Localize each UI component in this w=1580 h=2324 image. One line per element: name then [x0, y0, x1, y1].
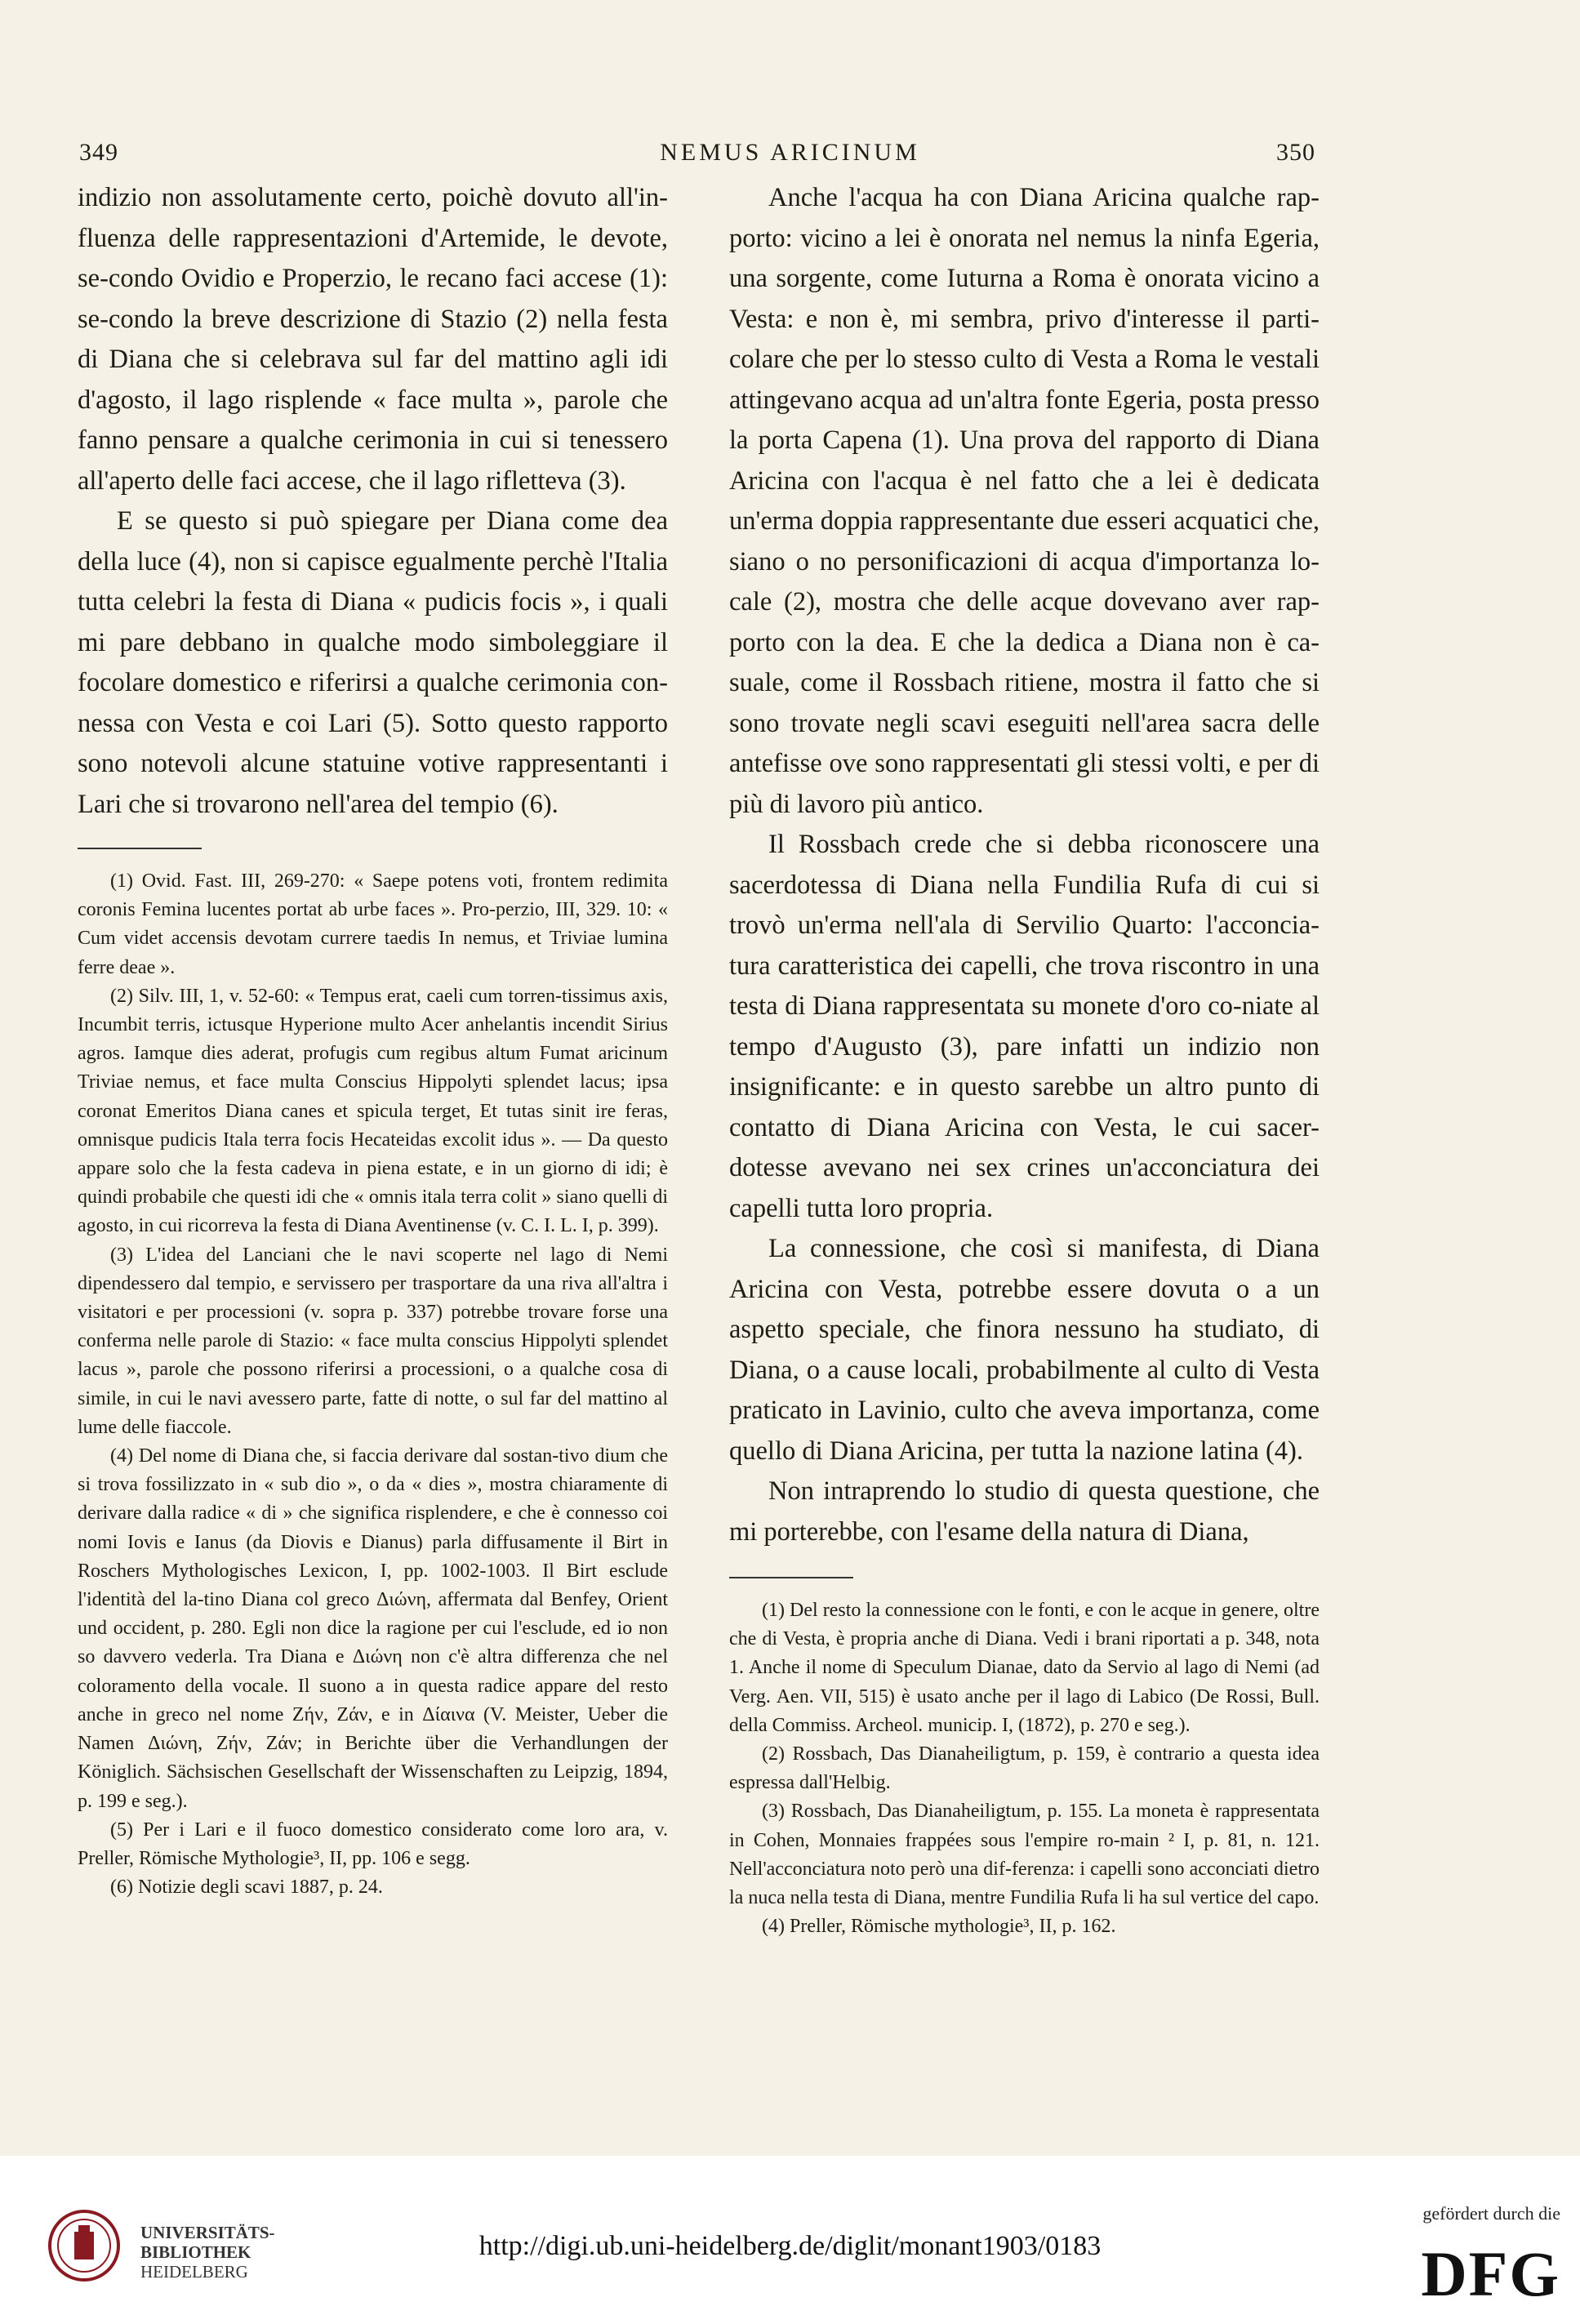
left-paragraph-2: E se questo si può spiegare per Diana come dea della luce (4), non si capisce egualmente perchè l'Italia tutta celebri la festa di Diana « pudicis focis », i quali mi pare debbano in qualche modo simboleggiare il focolare domestico e riferirsi a qualche cerimonia con-nessa con Vesta e coi Lari (5). Sotto questo rapporto sono notevoli alcune statuine votive rappresentanti i Lari che si trovarono nell'area del tempio (6). [78, 506, 668, 819]
left-body-text [78, 178, 668, 825]
right-paragraph-3: La connessione, che così si manifesta, di Diana Aricina con Vesta, potrebbe essere dovuta o a un aspetto speciale, che finora nessuno ha studiato, di Diana, o a cause locali, probabilmente al culto di Vesta praticato in Lavinio, culto che aveva importanza, come quello di Diana Aricina, per tutta la nazione latina (4). [729, 1234, 1320, 1466]
dfg-logo: DFG [1421, 2238, 1560, 2309]
right-paragraph-1: Anche l'acqua ha con Diana Aricina qualche rap-porto: vicino a lei è onorata nel nemus la ninfa Egeria, una sorgente, come Iuturna a Roma è onorata vicino a Vesta: e non è, mi sembra, privo d'interesse il parti-colare che per lo stesso culto di Vesta a Roma le vestali attingevano acqua ad un'altra fonte Egeria, posta presso la porta Capena (1). Una prova del rapporto di Diana Aricina con l'acqua è nel fatto che a lei è dedicata un'erma doppia rappresentante due esseri acquatici che, siano o no personificazioni di acqua d'importanza lo-cale (2), mostra che delle acque dovevano aver rap-porto con la dea. E che la dedica a Diana non è ca-suale, come il Rossbach ritiene, mostra il fatto che si sono trovate negli scavi eseguiti nell'area sacra delle antefisse ove sono rappresentati gli stessi volti, e per di più di lavoro più antico. [729, 183, 1320, 819]
left-page-number: 349 [79, 139, 118, 166]
left-footnote-1: (1) Ovid. Fast. III, 269-270: « Saepe potens voti, frontem redimita coronis Femina lucentes portat ab urbe faces ». Pro-perzio, III, 329. 10: « Cum videt accensis devotam currere taedis In nemus, et Triviae lumina ferre deae ». [78, 870, 668, 978]
running-title: NEMUS ARICINUM [660, 139, 920, 166]
right-footnote-2: (2) Rossbach, Das Dianaheiligtum, p. 159, è contrario a questa idea espressa dall'Helbig. [729, 1743, 1320, 1794]
left-footnotes [78, 867, 668, 1902]
left-footnote-5: (5) Per i Lari e il fuoco domestico considerato come loro ara, v. Preller, Römische Mythologie³, II, pp. 106 e segg. [78, 1819, 668, 1869]
right-footnote-3: (3) Rossbach, Das Dianaheiligtum, p. 155. La moneta è rappresentata in Cohen, Monnaies frappées sous l'empire ro-main ² I, p. 81, n. 121. Nell'acconciatura noto però una dif-ferenza: i capelli sono acconciati dietro la nuca nella testa di Diana, mentre Fundilia Rufa li ha sul vertice del capo. [729, 1801, 1320, 1909]
permalink-url[interactable]: http://digi.ub.uni-heidelberg.de/diglit/monant1903/0183 [478, 2231, 1102, 2261]
left-footnote-3: (3) L'idea del Lanciani che le navi scoperte nel lago di Nemi dipendessero dal tempio, e servissero per trasportare da una riva all'altra i visitatori e per processioni (v. sopra p. 337) potrebbe trovare forse una conferma nelle parole di Stazio: « face multa conscius Hippolyti splendet lacus », parole che possono riferirsi a processioni, o a qualche cosa di simile, in cui le navi avessero parte, fatte di notte, o sul far del mattino al lume delle fiaccole. [78, 1244, 668, 1438]
right-page-number: 350 [1276, 139, 1315, 166]
right-paragraph-4: Non intraprendo lo studio di questa questione, che mi porterebbe, con l'esame della natura di Diana, [729, 1476, 1320, 1547]
footnote-separator-left [78, 848, 202, 849]
right-column [729, 178, 1320, 1941]
right-footnote-1: (1) Del resto la connessione con le fonti, e con le acque in genere, oltre che di Vesta, è propria anche di Diana. Vedi i brani riportati a p. 348, nota 1. Anche il nome di Speculum Dianae, dato da Servio al lago di Nemi (ad Verg. Aen. VII, 515) è usato anche per il lago di Labico (De Rossi, Bull. della Commiss. Archeol. municip. I, (1872), p. 270 e seg.). [729, 1600, 1320, 1736]
right-footnotes [729, 1596, 1320, 1941]
left-column [78, 178, 668, 1902]
left-footnote-6: (6) Notizie degli scavi 1887, p. 24. [110, 1877, 383, 1899]
left-footnote-4: (4) Del nome di Diana che, si faccia derivare dal sostan-tivo dium che si trova fossilizzato in « sub dio », o da « dies », mostra chiaramente di derivare dalla radice « di » che significa risplendere, e che è connesso coi nomi Iovis e Ianus (da Diovis e Dianus) parla diffusamente il Birt in Roschers Mythologisches Lexicon, I, pp. 1002-1003. Il Birt esclude l'identità del la-tino Diana col greco Διώνη, affermata dal Benfey, Orient und occident, p. 280. Egli non dice la ragione per cui l'esclude, ed io non so davvero vederla. Tra Diana e Διώνη non c'è altra differenza che nel coloramento della vocale. Il suono a in questa radice appare del resto anche in greco nel nome Ζήν, Ζάν, e in Δίαινα (V. Meister, Ueber die Namen Διώνη, Ζήν, Ζάν; in Berichte über die Verhandlungen der Königlich. Sächsischen Gesellschaft der Wissenschaften zu Leipzig, 1894, p. 199 e seg.). [78, 1445, 668, 1812]
left-footnote-2: (2) Silv. III, 1, v. 52-60: « Tempus erat, caeli cum torren-tissimus axis, Incumbit terris, ictusque Hyperione multo Acer anhelantis incendit Sirius agros. Iamque dies aderat, profugis cum regibus altum Fumat aricinum Triviae nemus, et face multa Conscius Hippolyti splendet lacus; ipsa coronat Emeritos Diana canes et spicula terget, Et tutas sinit ire feras, omnisque pudicis Itala terra focis Hecateidas excolit idus ». — Da questo appare solo che la festa cadeva in piena estate, e in un giorno di idi; è quindi probabile che questi idi che « omnis itala terra colit » siano quelli di agosto, in cui ricorreva la festa di Diana Aventinense (v. C. I. L. I, p. 399). [78, 985, 668, 1237]
footnote-separator-right [729, 1577, 853, 1578]
left-paragraph-1: indizio non assolutamente certo, poichè dovuto all'in-fluenza delle rappresentazioni d'Artemide, le devote, se-condo Ovidio e Properzio, le recano faci accese (1): se-condo la breve descrizione di Stazio (2) nella festa di Diana che si celebrava sul far del mattino agli idi d'agosto, il lago risplende « face multa », parole che fanno pensare a qualche cerimonia in cui si tenessero all'aperto delle faci accese, che il lago rifletteva (3). [78, 183, 668, 496]
library-line-3: HEIDELBERG [140, 2262, 248, 2282]
right-paragraph-2: Il Rossbach crede che si debba riconoscere una sacerdotessa di Diana nella Fundilia Rufa di cui si trovò un'erma nell'ala di Servilio Quarto: l'acconcia-tura caratteristica dei capelli, che trova riscontro in una testa di Diana rappresentata su monete d'oro co-niate al tempo d'Augusto (3), pare infatti un indizio non insignificante: e in questo sarebbe un altro punto di contatto di Diana Aricina con Vesta, le cui sacer-dotesse avevano nei sex crines un'acconciatura dei capelli tutta loro propria. [729, 830, 1320, 1223]
library-line-2: BIBLIOTHEK [140, 2242, 251, 2262]
right-footnote-4: (4) Preller, Römische mythologie³, II, p. 162. [762, 1916, 1116, 1938]
library-line-1: UNIVERSITÄTS- [140, 2223, 275, 2242]
right-body-text [729, 178, 1320, 1552]
funding-note: gefördert durch die [1422, 2203, 1560, 2224]
